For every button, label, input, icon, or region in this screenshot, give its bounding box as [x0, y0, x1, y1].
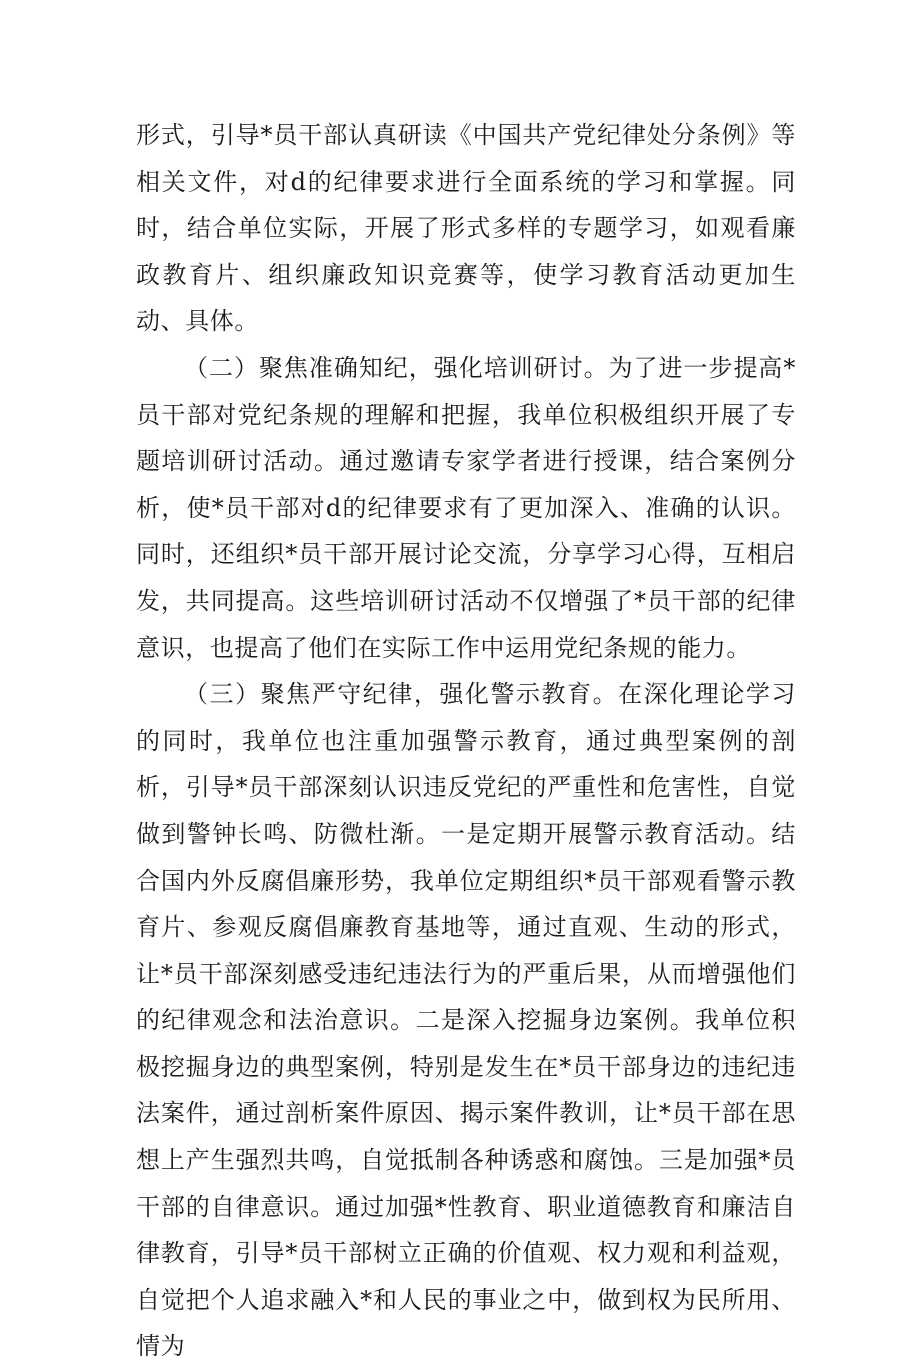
- document-body: [136, 112, 796, 1370]
- paragraph-warning-education: （三）聚焦严守纪律，强化警示教育。在深化理论学习的同时，我单位也注重加强警示教育，通过典型案例的剖析，引导*员干部深刻认识违反党纪的严重性和危害性，自觉做到警钟长鸣、防微杜渐。一是定期开展警示教育活动。结合国内外反腐倡廉形势，我单位定期组织*员干部观看警示教育片、参观反腐倡廉教育基地等，通过直观、生动的形式，让*员干部深刻感受违纪违法行为的严重后果，从而增强他们的纪律观念和法治意识。二是深入挖掘身边案例。我单位积极挖掘身边的典型案例，特别是发生在*员干部身边的违纪违法案件，通过剖析案件原因、揭示案件教训，让*员干部在思想上产生强烈共鸣，自觉抵制各种诱惑和腐蚀。三是加强*员干部的自律意识。通过加强*性教育、职业道德教育和廉洁自律教育，引导*员干部树立正确的价值观、权力观和利益观，自觉把个人追求融入*和人民的事业之中，做到权为民所用、情为: [136, 680, 796, 1361]
- paragraph-training-discussion: （二）聚焦准确知纪，强化培训研讨。为了进一步提高*员干部对党纪条规的理解和把握，我单位积极组织开展了专题培训研讨活动。通过邀请专家学者进行授课，结合案例分析，使*员干部对d的纪律要求有了更加深入、准确的认识。同时，还组织*员干部开展讨论交流，分享学习心得，互相启发，共同提高。这些培训研讨活动不仅增强了*员干部的纪律意识，也提高了他们在实际工作中运用党纪条规的能力。: [136, 353, 796, 662]
- paragraph-continuation: 形式，引导*员干部认真研读《中国共产党纪律处分条例》等相关文件，对d的纪律要求进行全面系统的学习和掌握。同时，结合单位实际，开展了形式多样的专题学习，如观看廉政教育片、组织廉政知识竞赛等，使学习教育活动更加生动、具体。: [136, 121, 796, 336]
